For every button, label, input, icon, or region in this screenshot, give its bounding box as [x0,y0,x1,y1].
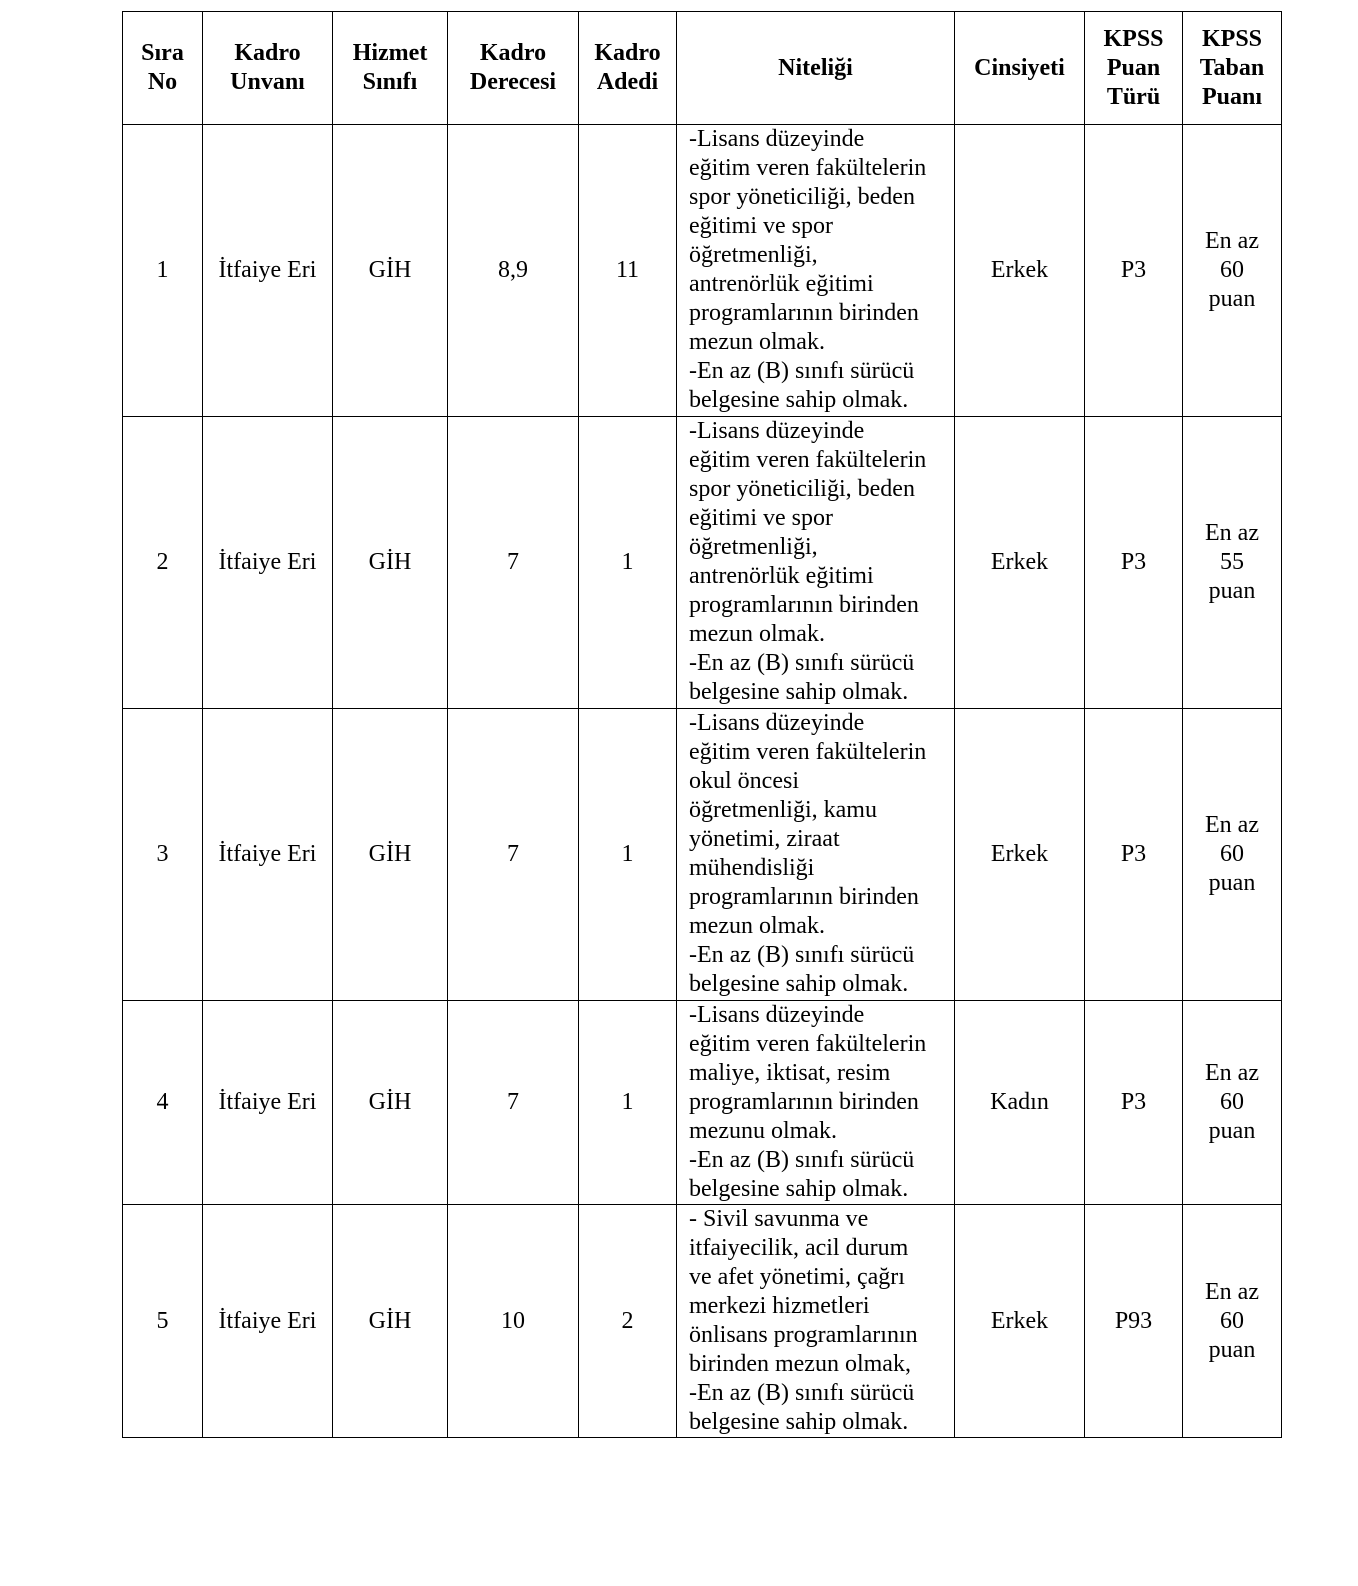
header-sira-no [123,12,203,125]
cell-kadro-derecesi: 7 [448,709,579,1001]
cell-niteligi [677,417,955,709]
cell-kadro-unvani: İtfaiye Eri [203,1001,333,1205]
text-line: programlarının birinden [689,1089,919,1115]
text-line: En az [1205,520,1259,546]
text-line: 60 [1220,1089,1244,1115]
text-line: 60 [1220,1307,1244,1334]
text-line: öğretmenliği, [689,534,818,560]
text-line: Derecesi [469,69,557,95]
cell-sira-no: 1 [123,125,203,417]
text-line: No [147,69,178,95]
cell-sira-no: 3 [123,709,203,1001]
text-line: mezun olmak. [689,329,825,355]
text-line: belgesine sahip olmak. [689,679,909,705]
text-line: 55 [1220,549,1244,575]
text-line: programlarının birinden [689,592,919,618]
cell-hizmet-sinifi: GİH [333,1001,448,1205]
text-line: Cinsiyeti [974,54,1065,81]
cell-kadro-unvani: İtfaiye Eri [203,709,333,1001]
header-hizmet-sinifi [333,12,448,125]
cell-hizmet-sinifi: GİH [333,125,448,417]
text-line: Sıra [141,40,184,66]
cell-cinsiyeti: Erkek [955,1205,1085,1438]
text-line: antrenörlük eğitimi [689,271,874,297]
text-line: -Lisans düzeyinde [689,126,865,152]
kadro-table [122,11,1282,1438]
text-line: öğretmenliği, [689,242,818,268]
text-line: -En az (B) sınıfı sürücü [689,1147,915,1173]
text-line: -En az (B) sınıfı sürücü [689,358,915,384]
text-line: puan [1208,578,1256,604]
header-kpss-taban-puani [1183,12,1282,125]
text-line: merkezi hizmetleri [689,1293,870,1319]
text-line: Hizmet [352,40,428,66]
header-kpss-puan-turu [1085,12,1183,125]
cell-sira-no: 2 [123,417,203,709]
text-line: mezun olmak. [689,913,825,939]
text-line: 60 [1220,257,1244,283]
text-line: puan [1208,286,1256,312]
table-row [123,417,1282,709]
text-line: programlarının birinden [689,884,919,910]
text-line: belgesine sahip olmak. [689,971,909,997]
text-line: yönetimi, ziraat [689,826,840,852]
cell-kadro-derecesi: 10 [448,1205,579,1438]
text-line: birinden mezun olmak, [689,1351,911,1377]
text-line: puan [1208,1118,1256,1144]
text-line: eğitimi ve spor [689,505,833,531]
text-line: En az [1205,812,1259,838]
text-line: - Sivil savunma ve [689,1206,869,1232]
text-line: KPSS [1201,25,1263,52]
text-line: -Lisans düzeyinde [689,710,865,736]
text-line: belgesine sahip olmak. [689,387,909,413]
text-line: belgesine sahip olmak. [689,1176,909,1202]
cell-cinsiyeti: Kadın [955,1001,1085,1205]
cell-kadro-adedi: 1 [579,417,677,709]
text-line: önlisans programlarının [689,1322,918,1348]
text-line: spor yöneticiliği, beden [689,184,915,210]
cell-kpss-taban-puani [1183,1205,1282,1438]
text-line: -Lisans düzeyinde [689,418,865,444]
header-kadro-derecesi [448,12,579,125]
cell-niteligi [677,709,955,1001]
text-line: Adedi [596,69,659,95]
text-line: maliye, iktisat, resim [689,1060,891,1086]
text-line: Puanı [1201,83,1263,110]
header-kadro-unvani [203,12,333,125]
cell-hizmet-sinifi: GİH [333,417,448,709]
text-line: En az [1205,1278,1259,1305]
text-line: eğitim veren fakültelerin [689,739,927,765]
header-kadro-adedi [579,12,677,125]
cell-kpss-puan-turu: P3 [1085,125,1183,417]
text-line: Niteliği [778,54,853,81]
text-line: eğitim veren fakültelerin [689,1031,927,1057]
text-line: En az [1205,228,1259,254]
cell-kadro-unvani: İtfaiye Eri [203,1205,333,1438]
text-line: eğitimi ve spor [689,213,833,239]
cell-kadro-derecesi: 7 [448,417,579,709]
cell-niteligi [677,1001,955,1205]
text-line: Taban [1199,54,1265,81]
text-line: En az [1205,1060,1259,1086]
cell-sira-no: 4 [123,1001,203,1205]
text-line: itfaiyecilik, acil durum [689,1235,909,1261]
cell-kpss-taban-puani [1183,417,1282,709]
cell-niteligi [677,125,955,417]
text-line: Sınıfı [362,69,418,95]
header-row [123,12,1282,125]
text-line: öğretmenliği, kamu [689,797,877,823]
text-line: -Lisans düzeyinde [689,1002,865,1028]
text-line: -En az (B) sınıfı sürücü [689,942,915,968]
header-cinsiyeti [955,12,1085,125]
text-line: Unvanı [230,69,305,95]
text-line: puan [1208,870,1256,896]
cell-kadro-unvani: İtfaiye Eri [203,417,333,709]
cell-kpss-taban-puani [1183,709,1282,1001]
text-line: mühendisliği [689,855,815,881]
text-line: ve afet yönetimi, çağrı [689,1264,905,1290]
text-line: antrenörlük eğitimi [689,563,874,589]
cell-kpss-puan-turu: P3 [1085,417,1183,709]
text-line: spor yöneticiliği, beden [689,476,915,502]
text-line: belgesine sahip olmak. [689,1409,909,1435]
text-line: mezun olmak. [689,621,825,647]
header-niteligi [677,12,955,125]
text-line: 60 [1220,841,1244,867]
cell-kadro-adedi: 1 [579,1001,677,1205]
text-line: eğitim veren fakültelerin [689,447,927,473]
text-line: -En az (B) sınıfı sürücü [689,650,915,676]
table-row [123,1205,1282,1438]
text-line: Kadro [479,40,547,66]
cell-kadro-derecesi: 7 [448,1001,579,1205]
cell-kpss-puan-turu: P3 [1085,709,1183,1001]
cell-cinsiyeti: Erkek [955,709,1085,1001]
cell-kpss-puan-turu: P93 [1085,1205,1183,1438]
cell-kadro-adedi: 11 [579,125,677,417]
text-line: Kadro [594,40,661,66]
cell-hizmet-sinifi: GİH [333,709,448,1001]
cell-hizmet-sinifi: GİH [333,1205,448,1438]
cell-kadro-adedi: 2 [579,1205,677,1438]
text-line: Türü [1106,83,1161,110]
cell-kadro-derecesi: 8,9 [448,125,579,417]
text-line: programlarının birinden [689,300,919,326]
text-line: puan [1208,1336,1256,1363]
text-line: okul öncesi [689,768,799,794]
cell-sira-no: 5 [123,1205,203,1438]
table-row [123,125,1282,417]
text-line: mezunu olmak. [689,1118,837,1144]
text-line: eğitim veren fakültelerin [689,155,927,181]
table-row [123,1001,1282,1205]
cell-cinsiyeti: Erkek [955,417,1085,709]
cell-kadro-adedi: 1 [579,709,677,1001]
cell-kadro-unvani: İtfaiye Eri [203,125,333,417]
text-line: Kadro [234,40,301,66]
cell-kpss-taban-puani [1183,1001,1282,1205]
cell-cinsiyeti: Erkek [955,125,1085,417]
text-line: -En az (B) sınıfı sürücü [689,1380,915,1406]
table-row [123,709,1282,1001]
cell-kpss-taban-puani [1183,125,1282,417]
text-line: Puan [1106,54,1161,81]
cell-niteligi [677,1205,955,1438]
text-line: KPSS [1103,25,1164,52]
cell-kpss-puan-turu: P3 [1085,1001,1183,1205]
